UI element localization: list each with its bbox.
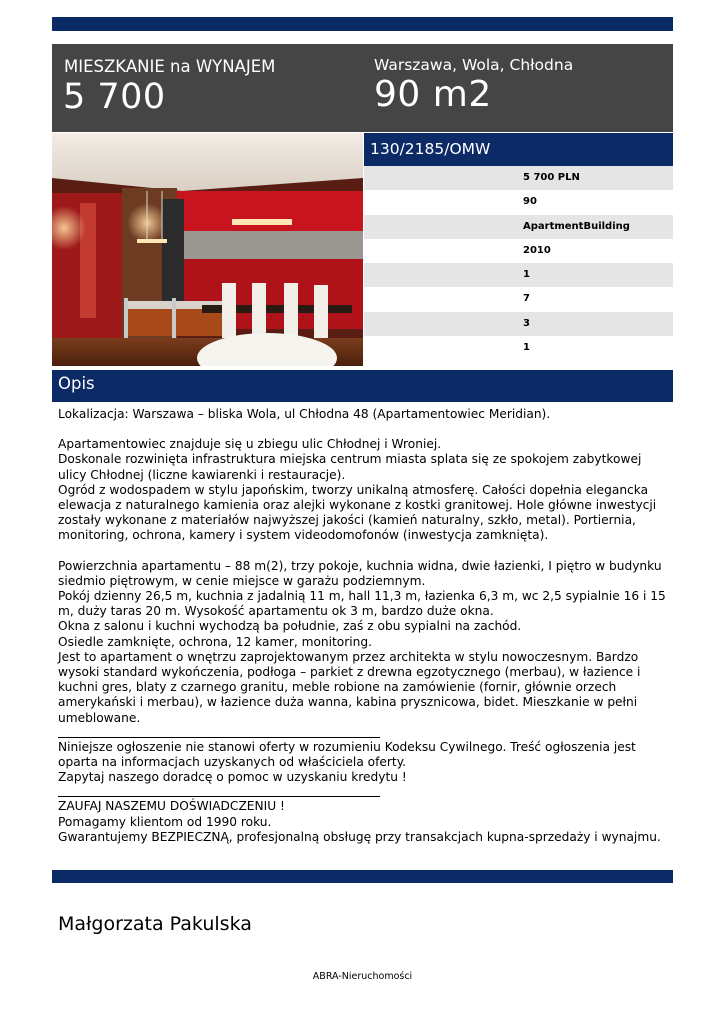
description-line: Okna z salonu i kuchni wychodzą ba południe, zaś z obu sypialni na zachód. <box>58 619 522 634</box>
agent-name: Małgorzata Pakulska <box>58 913 252 935</box>
listing-area: 90 m2 <box>374 74 492 115</box>
listing-type: MIESZKANIE na WYNAJEM <box>64 57 276 76</box>
detail-row-value-5: 1 <box>364 263 673 287</box>
detail-row-area: 90 <box>523 196 537 208</box>
listing-details-table <box>364 166 673 360</box>
disclaimer-line: Zapytaj naszego doradcę o pomoc w uzyskaniu kredytu ! <box>58 770 407 785</box>
closing-line: ZAUFAJ NASZEMU DOŚWIADCZENIU ! <box>58 799 285 814</box>
description-line: Osiedle zamknięte, ochrona, 12 kamer, monitoring. <box>58 634 373 649</box>
separator-line <box>58 796 380 797</box>
separator-line <box>58 737 380 738</box>
description-body <box>58 407 670 845</box>
listing-location: Warszawa, Wola, Chłodna <box>374 56 574 74</box>
description-location: Lokalizacja: Warszawa – bliska Wola, ul Chłodna 48 (Apartamentowiec Meridian). <box>58 407 551 421</box>
detail-row-price: 5 700 PLN <box>364 166 673 190</box>
listing-header <box>52 44 673 132</box>
description-line: Ogród z wodospadem w stylu japońskim, tworzy unikalną atmosferę. Całości dopełnia elegancka elewacja z naturalnego kamienia oraz alejki wykonane z kostki granitowej. Hole główne inwestycji zostały wykonane z materiałów najwyższej jakości (kamień naturalny, szkło, metal). Portiernia, monitoring, ochrona, kamery i system videodomofonów (inwestycja zamknięta). <box>58 482 661 543</box>
detail-row-value-6: 7 <box>523 293 530 305</box>
disclaimer-line: Niniejsze ogłoszenie nie stanowi oferty w rozumieniu Kodeksu Cywilnego. Treść ogłoszenia jest oparta na informacjach uzyskanych od właściciela oferty. <box>58 739 640 770</box>
footer-agency: ABRA-Nieruchomości <box>312 971 413 982</box>
detail-row-value-8: 1 <box>523 342 530 354</box>
detail-row-building-type: ApartmentBuilding <box>364 215 673 239</box>
apartment-photo <box>52 133 363 366</box>
description-line: Pokój dzienny 26,5 m, kuchnia z jadalnią 11 m, hall 11,3 m, łazienka 6,3 m, wc 2,5 sypialnie 16 i 15 m, duży taras 20 m. Wysokość apartamentu ok 3 m, bardzo duże okna. <box>58 589 670 619</box>
description-line: Jest to apartament o wnętrzu zaprojektowanym przez architekta w stylu nowoczesnym. Bardzo wysoki standard wykończenia, podłoga – parkiet z drewna egzotycznego (merbau), w łazience i kuchni gres, blaty z czarnego granitu, meble robione na zamówienie (fornir, głównie orzech amerykański i merbau), w łazience duża wanna, kabina prysznicowa, bidet. Mieszkanie w pełni umeblowane. <box>58 649 645 725</box>
top-accent-bar <box>52 17 673 31</box>
listing-price: 5 700 <box>63 77 166 117</box>
detail-row-year: 2010 <box>523 244 551 256</box>
kitchen-photo-illustration <box>52 133 363 366</box>
description-line: Doskonale rozwinięta infrastruktura miejska centrum miasta splata się ze spokojem zabytkowej ulicy Chłodnej (liczne kawiarenki i restauracje). <box>58 452 646 482</box>
description-line: Apartamentowiec znajduje się u zbiegu ulic Chłodnej i Wroniej. <box>58 437 442 452</box>
description-line: Powierzchnia apartamentu – 88 m(2), trzy pokoje, kuchnia widna, dwie łazienki, I piętro w budynku siedmio piętrowym, w cenie miejsce w garażu podziemnym. <box>58 558 666 588</box>
detail-row-value-7: 3 <box>364 312 673 336</box>
closing-line: Pomagamy klientom od 1990 roku. <box>58 814 272 829</box>
listing-reference: 130/2185/OMW <box>364 133 673 166</box>
bottom-accent-bar <box>52 870 673 883</box>
closing-line: Gwarantujemy BEZPIECZNĄ, profesjonalną obsługę przy transakcjach kupna-sprzedaży i wynajmu. <box>58 829 661 844</box>
description-heading: Opis <box>52 370 673 402</box>
